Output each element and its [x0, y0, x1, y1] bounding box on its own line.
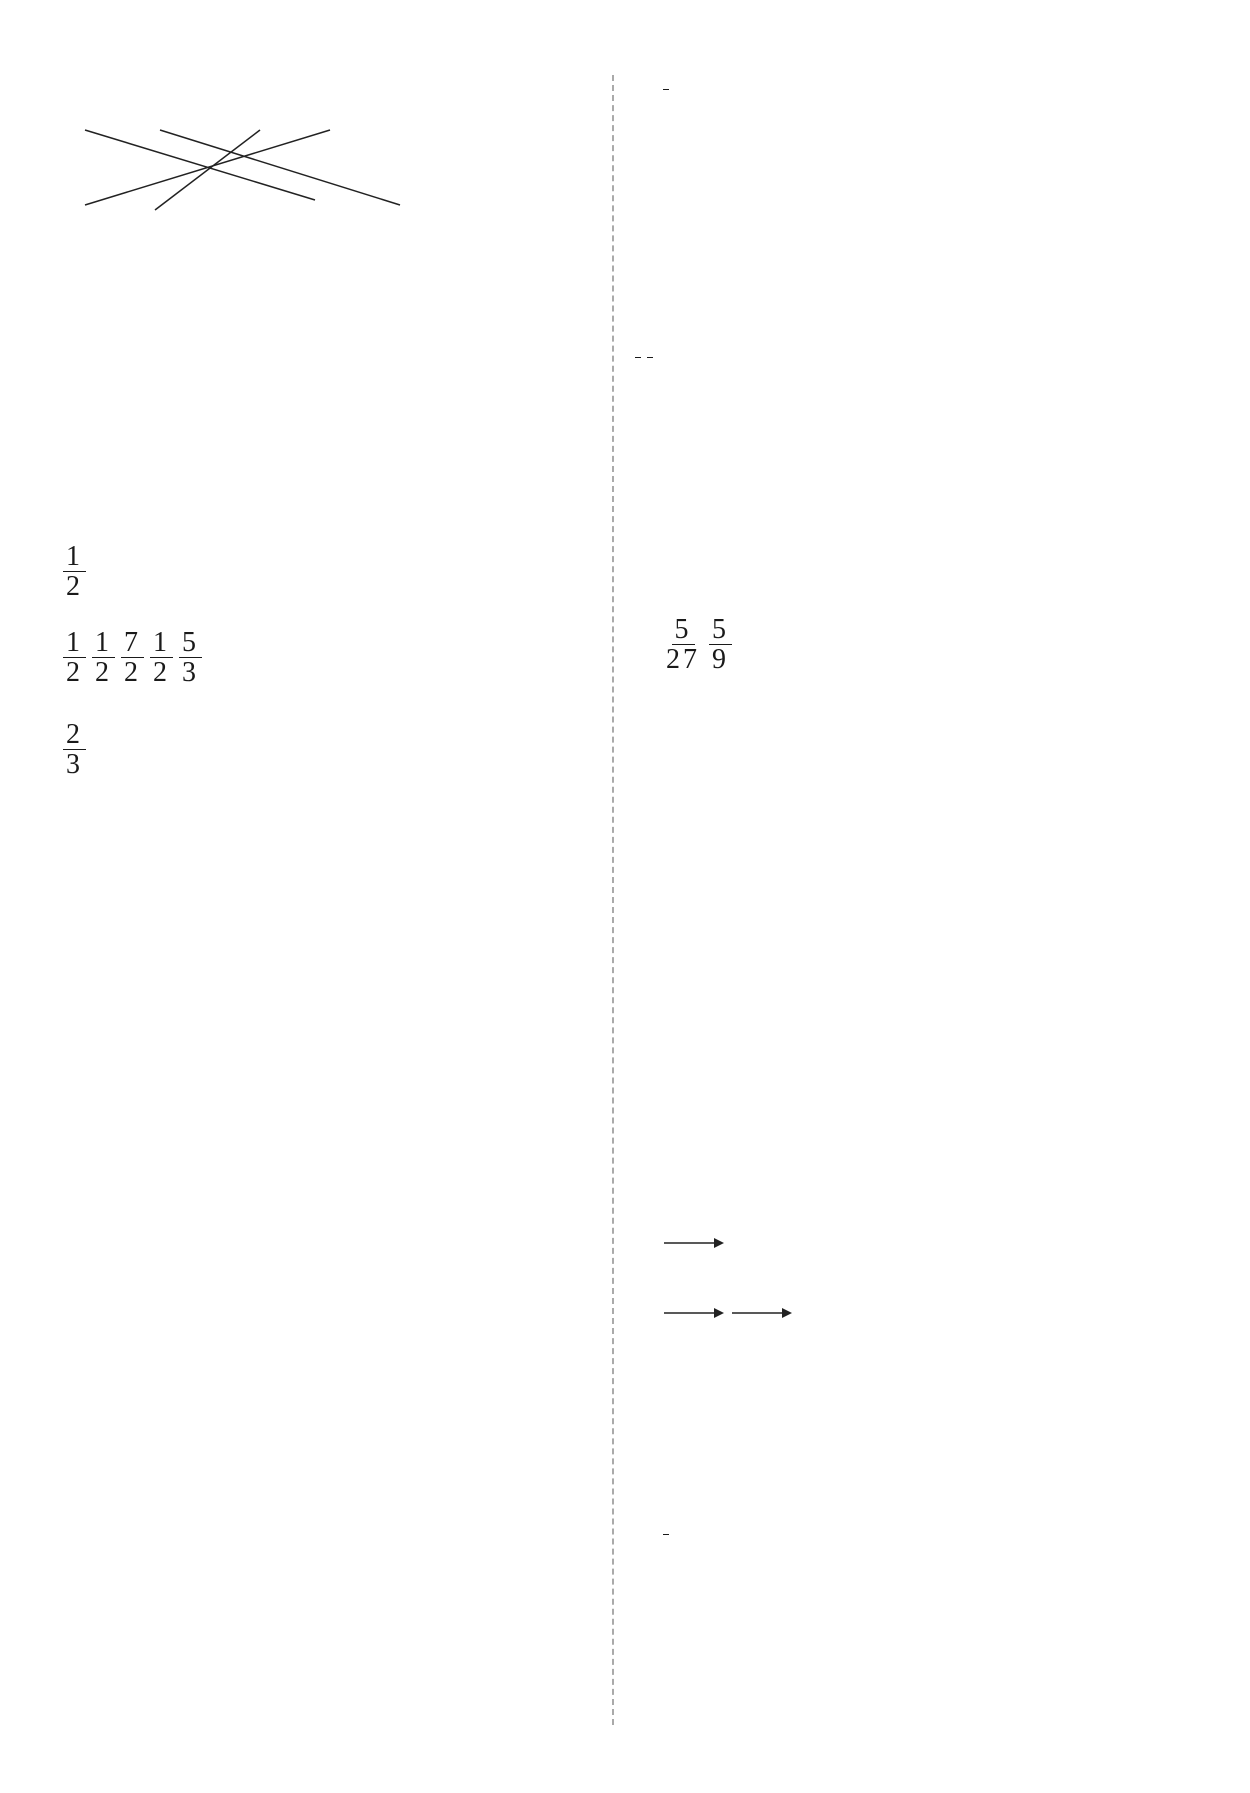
fraction: [635, 357, 641, 358]
arrow-icon: [664, 1236, 724, 1250]
fraction: [663, 89, 669, 90]
fraction: $\frac{1}{2}$: [150, 628, 173, 688]
fraction: [663, 1534, 669, 1535]
l2-tip-line1: [660, 1518, 672, 1549]
fraction: $\frac{7}{2}$: [121, 628, 144, 688]
fraction: $\frac{5}{9}$: [709, 615, 732, 675]
fraction: $\frac{5}{3}$: [179, 628, 202, 688]
q4-number-line: [0, 0, 620, 1080]
q7-analysis-line4: [660, 615, 735, 675]
fraction: $\frac{5}{27}$: [666, 614, 700, 676]
arrow-icon: [732, 1306, 792, 1320]
l1-tip-line3: [660, 1226, 728, 1257]
fraction: $\frac{1}{2}$: [63, 542, 86, 602]
q7-answer: [632, 340, 656, 372]
arrow-icon: [664, 1306, 724, 1320]
q6-answer6: [660, 72, 672, 104]
fraction: $\frac{1}{2}$: [63, 628, 86, 688]
fraction: $\frac{2}{3}$: [63, 720, 86, 780]
fraction: [647, 357, 653, 358]
l1-tip-line4: [660, 1296, 796, 1327]
fraction: $\frac{1}{2}$: [92, 628, 115, 688]
